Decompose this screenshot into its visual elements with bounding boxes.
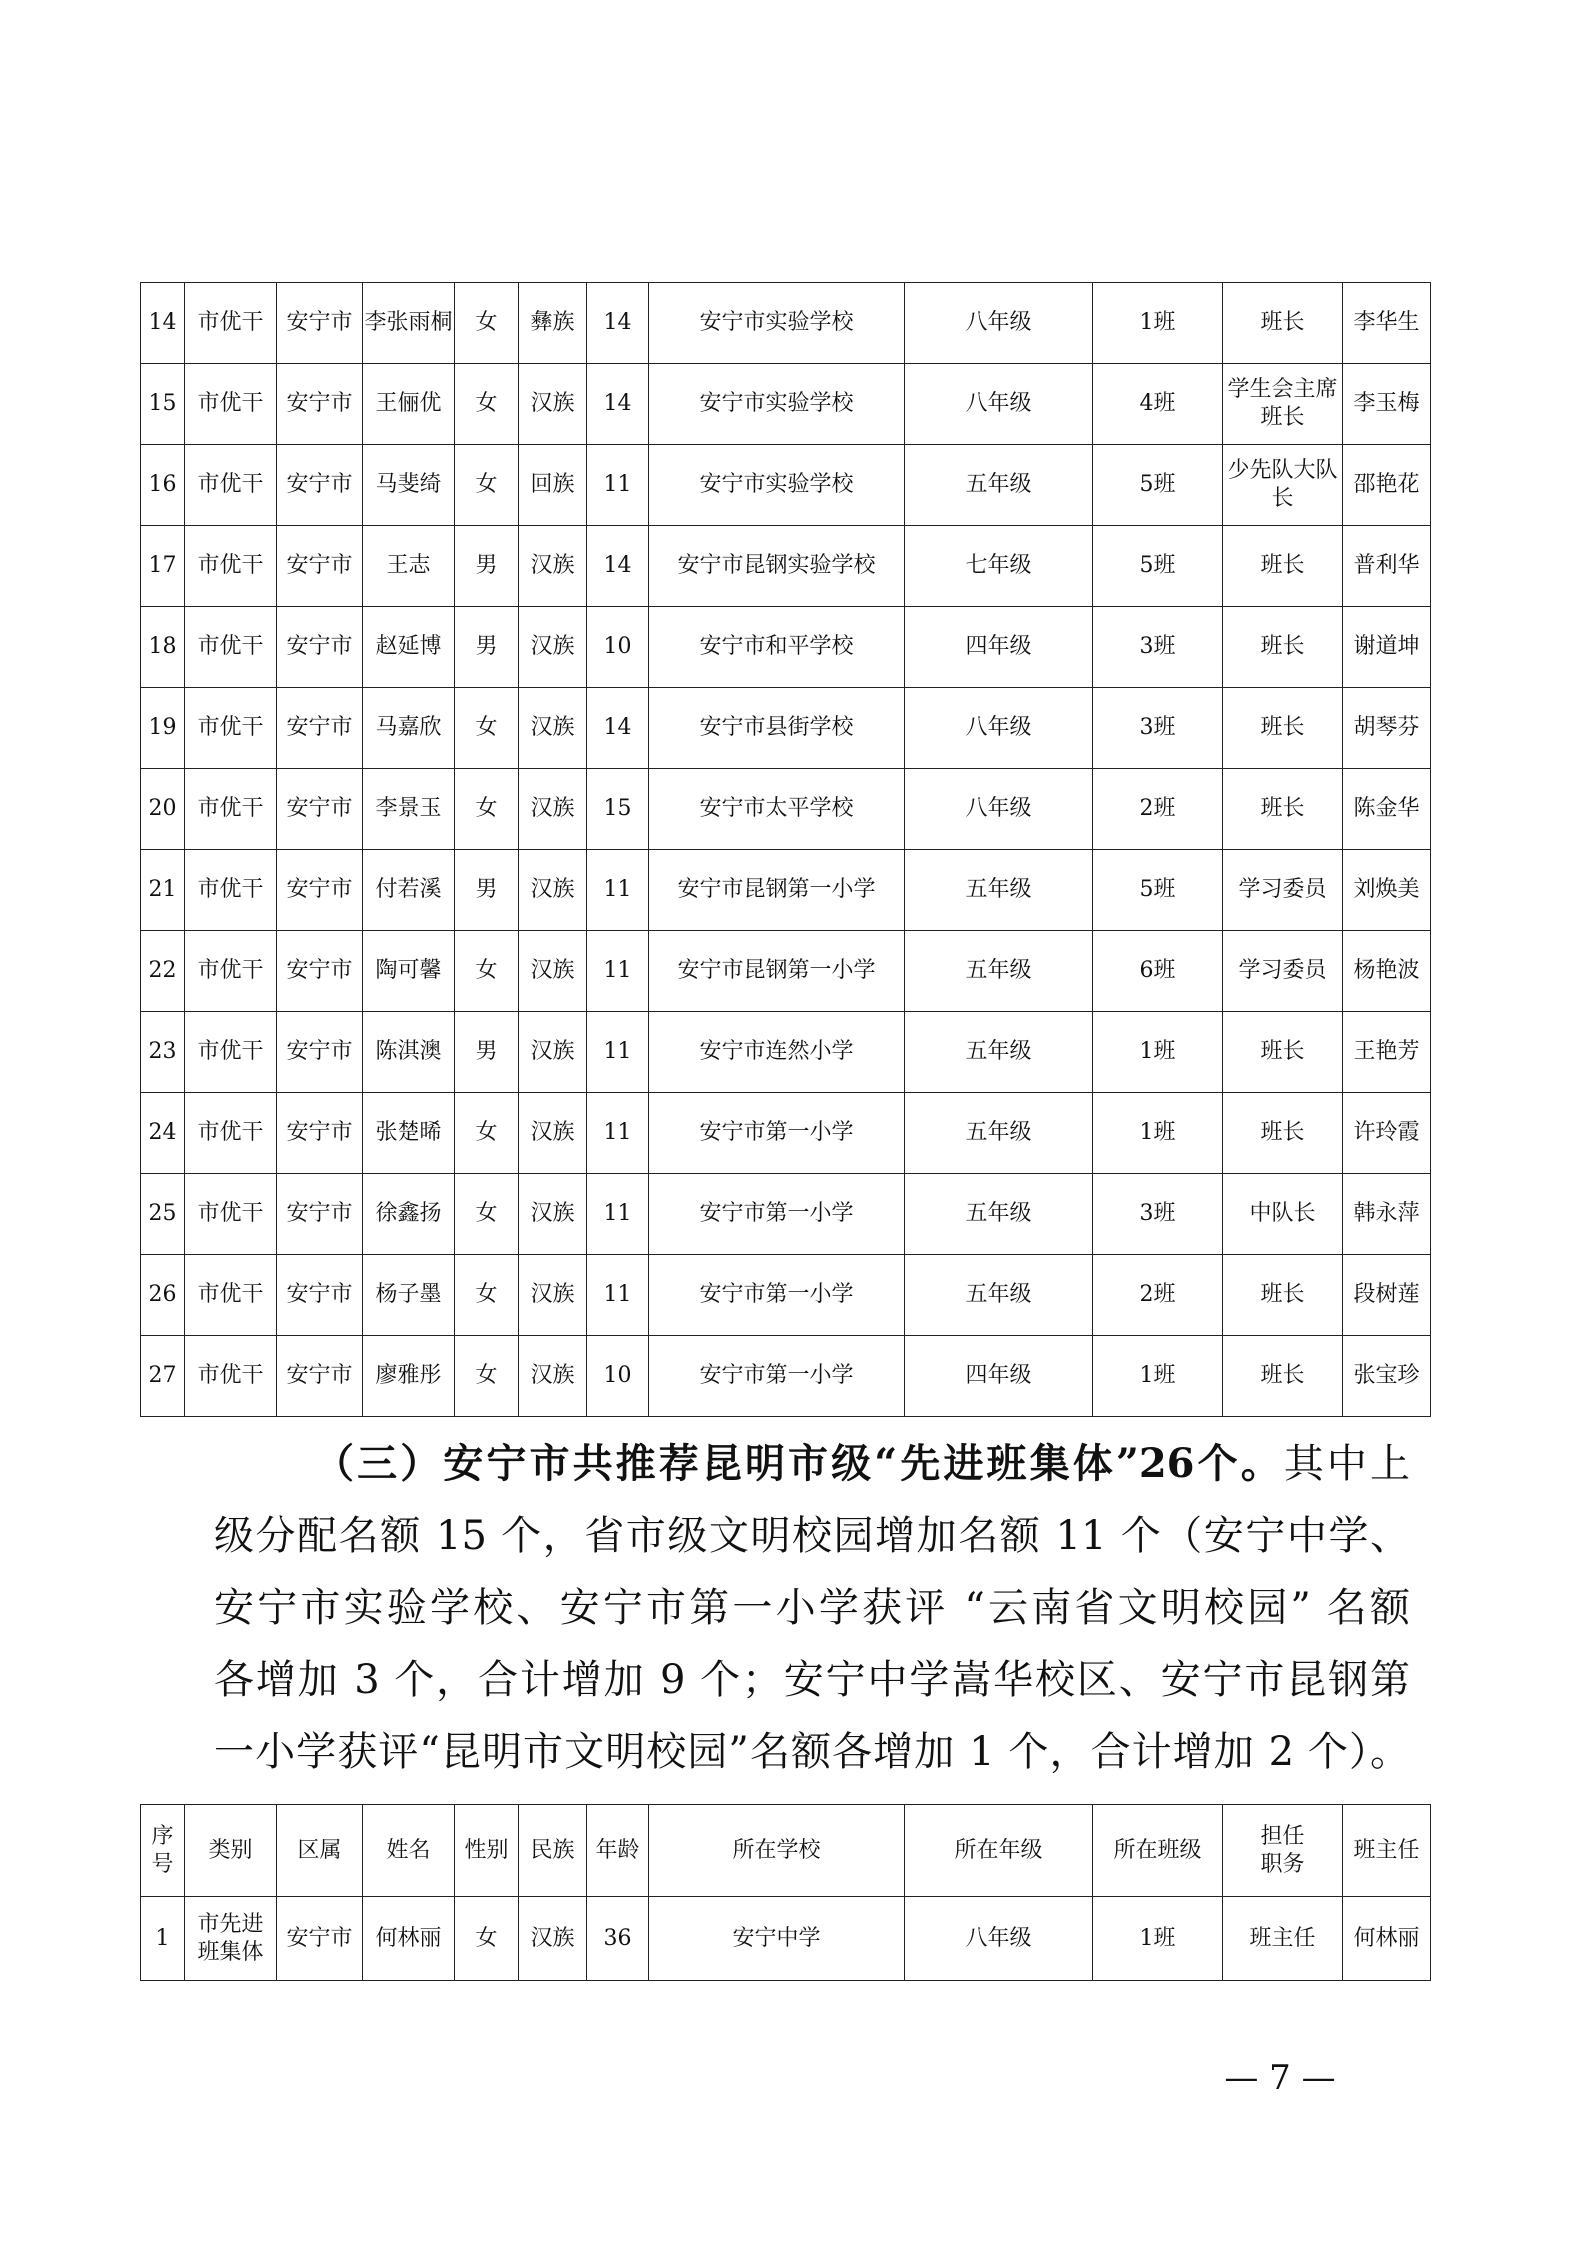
table-row <box>141 1897 1431 1981</box>
table-cell: 安宁市 <box>277 364 363 445</box>
table-cell: 市优干 <box>185 1255 277 1336</box>
table-cell: 马斐绮 <box>363 445 455 526</box>
table-cell: 五年级 <box>905 1174 1093 1255</box>
table-cell: 杨艳波 <box>1343 931 1431 1012</box>
table-cell: 班长 <box>1223 1255 1343 1336</box>
column-header: 年龄 <box>587 1805 649 1897</box>
table-cell: 班长 <box>1223 1012 1343 1093</box>
table-cell: 五年级 <box>905 850 1093 931</box>
table-cell: 1班 <box>1093 1897 1223 1981</box>
table-cell: 14 <box>587 364 649 445</box>
table-cell: 中队长 <box>1223 1174 1343 1255</box>
table-cell: 6班 <box>1093 931 1223 1012</box>
table-cell: 安宁市实验学校 <box>649 445 905 526</box>
section-heading: （三）安宁市共推荐昆明市级“先进班集体”26个。 <box>314 1440 1284 1487</box>
table-cell: 安宁市实验学校 <box>649 283 905 364</box>
table-cell: 安宁市昆钢第一小学 <box>649 850 905 931</box>
table-cell: 安宁市 <box>277 283 363 364</box>
table-cell: 八年级 <box>905 364 1093 445</box>
table-cell: 1 <box>141 1897 185 1981</box>
column-header: 所在年级 <box>905 1805 1093 1897</box>
table-cell: 安宁市连然小学 <box>649 1012 905 1093</box>
table-cell: 班长 <box>1223 283 1343 364</box>
paragraph-line-3: 各增加 3 个，合计增加 9 个；安宁中学嵩华校区、安宁市昆钢第 <box>214 1657 1410 1703</box>
table-cell: 邵艳花 <box>1343 445 1431 526</box>
table-cell: 汉族 <box>519 1897 587 1981</box>
table-cell: 汉族 <box>519 1012 587 1093</box>
table-cell: 安宁市 <box>277 931 363 1012</box>
table-cell: 18 <box>141 607 185 688</box>
column-header: 姓名 <box>363 1805 455 1897</box>
table-cell: 女 <box>455 445 519 526</box>
table-cell: 3班 <box>1093 688 1223 769</box>
table-row <box>141 1093 1431 1174</box>
table-cell: 11 <box>587 931 649 1012</box>
table-cell: 陈金华 <box>1343 769 1431 850</box>
table-cell: 市优干 <box>185 364 277 445</box>
table-cell: 女 <box>455 769 519 850</box>
table-cell: 14 <box>587 283 649 364</box>
table-cell: 男 <box>455 526 519 607</box>
table-cell: 王俪优 <box>363 364 455 445</box>
table-cell: 付若溪 <box>363 850 455 931</box>
table-cell: 张楚晞 <box>363 1093 455 1174</box>
table-cell: 市优干 <box>185 769 277 850</box>
table-cell: 市先进 班集体 <box>185 1897 277 1981</box>
table-cell: 安宁市太平学校 <box>649 769 905 850</box>
table-cell: 安宁市第一小学 <box>649 1336 905 1417</box>
table-cell: 3班 <box>1093 1174 1223 1255</box>
table-row <box>141 1174 1431 1255</box>
table-cell: 班主任 <box>1223 1897 1343 1981</box>
paragraph-line-4: 一小学获评“昆明市文明校园”名额各增加 1 个，合计增加 2 个）。 <box>214 1729 1410 1775</box>
table-cell: 24 <box>141 1093 185 1174</box>
table-row <box>141 607 1431 688</box>
table-cell: 汉族 <box>519 769 587 850</box>
table-cell: 安宁市 <box>277 1897 363 1981</box>
table-cell: 36 <box>587 1897 649 1981</box>
table-cell: 班长 <box>1223 769 1343 850</box>
table-cell: 安宁市 <box>277 1255 363 1336</box>
paragraph-line-0: 其中上 <box>1283 1441 1411 1487</box>
table-cell: 23 <box>141 1012 185 1093</box>
table-cell: 安宁市实验学校 <box>649 364 905 445</box>
table-cell: 17 <box>141 526 185 607</box>
table-cell: 11 <box>587 1255 649 1336</box>
table-cell: 汉族 <box>519 1336 587 1417</box>
table-cell: 10 <box>587 1336 649 1417</box>
table-cell: 胡琴芬 <box>1343 688 1431 769</box>
table-cell: 安宁市 <box>277 850 363 931</box>
table-cell: 市优干 <box>185 445 277 526</box>
table-cell: 班长 <box>1223 607 1343 688</box>
table-cell: 安宁市县街学校 <box>649 688 905 769</box>
table-cell: 5班 <box>1093 526 1223 607</box>
table-cell: 女 <box>455 1336 519 1417</box>
table-cell: 班长 <box>1223 526 1343 607</box>
table-cell: 安宁市 <box>277 688 363 769</box>
table-cell: 李华生 <box>1343 283 1431 364</box>
table-header-row <box>141 1805 1431 1897</box>
paragraph-line-2: 安宁市实验学校、安宁市第一小学获评 “云南省文明校园” 名额 <box>214 1585 1410 1631</box>
table-cell: 何林丽 <box>363 1897 455 1981</box>
table-cell: 五年级 <box>905 1255 1093 1336</box>
table-cell: 四年级 <box>905 607 1093 688</box>
table-cell: 汉族 <box>519 526 587 607</box>
table-cell: 3班 <box>1093 607 1223 688</box>
table-cell: 市优干 <box>185 607 277 688</box>
table-cell: 1班 <box>1093 1093 1223 1174</box>
table-cell: 11 <box>587 850 649 931</box>
table-cell: 5班 <box>1093 445 1223 526</box>
table-cell: 女 <box>455 688 519 769</box>
table-cell: 汉族 <box>519 931 587 1012</box>
table-cell: 16 <box>141 445 185 526</box>
table-cell: 汉族 <box>519 364 587 445</box>
column-header: 所在学校 <box>649 1805 905 1897</box>
table-cell: 女 <box>455 364 519 445</box>
table-cell: 徐鑫扬 <box>363 1174 455 1255</box>
table-cell: 五年级 <box>905 1093 1093 1174</box>
table-cell: 汉族 <box>519 1093 587 1174</box>
table-cell: 汉族 <box>519 850 587 931</box>
table-cell: 2班 <box>1093 1255 1223 1336</box>
table-cell: 市优干 <box>185 1174 277 1255</box>
table-cell: 五年级 <box>905 931 1093 1012</box>
paragraph-line-1: 级分配名额 15 个，省市级文明校园增加名额 11 个（安宁中学、 <box>214 1513 1410 1559</box>
table-cell: 14 <box>587 688 649 769</box>
table-cell: 李玉梅 <box>1343 364 1431 445</box>
table-cell: 市优干 <box>185 1012 277 1093</box>
table-cell: 1班 <box>1093 1336 1223 1417</box>
table-row <box>141 526 1431 607</box>
table-cell: 赵延博 <box>363 607 455 688</box>
table-cell: 七年级 <box>905 526 1093 607</box>
table-cell: 学习委员 <box>1223 931 1343 1012</box>
column-header: 序 号 <box>141 1805 185 1897</box>
table-row <box>141 283 1431 364</box>
table-cell: 4班 <box>1093 364 1223 445</box>
table-cell: 八年级 <box>905 283 1093 364</box>
table-cell: 安宁市第一小学 <box>649 1174 905 1255</box>
table-cell: 女 <box>455 1093 519 1174</box>
table-cell: 八年级 <box>905 769 1093 850</box>
table-cell: 廖雅彤 <box>363 1336 455 1417</box>
table-cell: 女 <box>455 1174 519 1255</box>
table-cell: 少先队大队长 <box>1223 445 1343 526</box>
table-cell: 韩永萍 <box>1343 1174 1431 1255</box>
section-paragraph <box>214 1428 1410 1788</box>
table-row <box>141 1336 1431 1417</box>
table-cell: 汉族 <box>519 1255 587 1336</box>
table-cell: 安宁市第一小学 <box>649 1093 905 1174</box>
table-cell: 安宁市 <box>277 1012 363 1093</box>
table-cell: 安宁市 <box>277 607 363 688</box>
table-cell: 10 <box>587 607 649 688</box>
table-row <box>141 850 1431 931</box>
table-cell: 市优干 <box>185 283 277 364</box>
table-cell: 陈淇澳 <box>363 1012 455 1093</box>
page-number: — 7 — <box>1224 2058 1336 2098</box>
table-cell: 11 <box>587 445 649 526</box>
table-cell: 李张雨桐 <box>363 283 455 364</box>
table-cell: 1班 <box>1093 283 1223 364</box>
table-cell: 安宁市昆钢实验学校 <box>649 526 905 607</box>
column-header: 担任 职务 <box>1223 1805 1343 1897</box>
table-cell: 五年级 <box>905 445 1093 526</box>
advanced-class-table <box>140 1804 1431 1981</box>
table-cell: 市优干 <box>185 688 277 769</box>
table-cell: 27 <box>141 1336 185 1417</box>
table-cell: 11 <box>587 1093 649 1174</box>
table-cell: 安宁市和平学校 <box>649 607 905 688</box>
table-row <box>141 1012 1431 1093</box>
table-cell: 2班 <box>1093 769 1223 850</box>
table-cell: 安宁市 <box>277 445 363 526</box>
table-cell: 1班 <box>1093 1012 1223 1093</box>
table-cell: 15 <box>587 769 649 850</box>
table-cell: 回族 <box>519 445 587 526</box>
table-cell: 5班 <box>1093 850 1223 931</box>
table-row <box>141 931 1431 1012</box>
table-cell: 彝族 <box>519 283 587 364</box>
table-cell: 安宁市 <box>277 769 363 850</box>
table-cell: 20 <box>141 769 185 850</box>
table-cell: 李景玉 <box>363 769 455 850</box>
table-cell: 15 <box>141 364 185 445</box>
table-cell: 汉族 <box>519 607 587 688</box>
table-cell: 许玲霞 <box>1343 1093 1431 1174</box>
table-cell: 王志 <box>363 526 455 607</box>
table-row <box>141 688 1431 769</box>
table-cell: 段树莲 <box>1343 1255 1431 1336</box>
column-header: 类别 <box>185 1805 277 1897</box>
table-row <box>141 364 1431 445</box>
table-cell: 王艳芳 <box>1343 1012 1431 1093</box>
table-row <box>141 769 1431 850</box>
table-cell: 女 <box>455 1897 519 1981</box>
table-cell: 安宁市 <box>277 1174 363 1255</box>
table-cell: 22 <box>141 931 185 1012</box>
table-cell: 市优干 <box>185 526 277 607</box>
table-cell: 21 <box>141 850 185 931</box>
table-cell: 安宁市 <box>277 1336 363 1417</box>
table-cell: 14 <box>141 283 185 364</box>
table-cell: 市优干 <box>185 1336 277 1417</box>
table-cell: 谢道坤 <box>1343 607 1431 688</box>
table-row <box>141 1255 1431 1336</box>
table-cell: 女 <box>455 283 519 364</box>
table-cell: 八年级 <box>905 1897 1093 1981</box>
table-cell: 26 <box>141 1255 185 1336</box>
column-header: 性别 <box>455 1805 519 1897</box>
table-cell: 学习委员 <box>1223 850 1343 931</box>
table-cell: 杨子墨 <box>363 1255 455 1336</box>
table-cell: 男 <box>455 1012 519 1093</box>
table-cell: 八年级 <box>905 688 1093 769</box>
table-cell: 14 <box>587 526 649 607</box>
table-cell: 四年级 <box>905 1336 1093 1417</box>
table-cell: 女 <box>455 931 519 1012</box>
table-cell: 何林丽 <box>1343 1897 1431 1981</box>
table-cell: 陶可馨 <box>363 931 455 1012</box>
table-cell: 汉族 <box>519 688 587 769</box>
table-cell: 马嘉欣 <box>363 688 455 769</box>
table-cell: 11 <box>587 1012 649 1093</box>
table-cell: 普利华 <box>1343 526 1431 607</box>
column-header: 班主任 <box>1343 1805 1431 1897</box>
column-header: 区属 <box>277 1805 363 1897</box>
table-cell: 安宁市 <box>277 1093 363 1174</box>
table-cell: 安宁市第一小学 <box>649 1255 905 1336</box>
table-cell: 市优干 <box>185 931 277 1012</box>
table-cell: 19 <box>141 688 185 769</box>
table-cell: 班长 <box>1223 1336 1343 1417</box>
table-cell: 五年级 <box>905 1012 1093 1093</box>
table-cell: 安宁中学 <box>649 1897 905 1981</box>
table-cell: 女 <box>455 1255 519 1336</box>
column-header: 所在班级 <box>1093 1805 1223 1897</box>
table-cell: 学生会主席 班长 <box>1223 364 1343 445</box>
table-cell: 张宝珍 <box>1343 1336 1431 1417</box>
table-cell: 男 <box>455 607 519 688</box>
table-cell: 男 <box>455 850 519 931</box>
column-header: 民族 <box>519 1805 587 1897</box>
table-cell: 市优干 <box>185 1093 277 1174</box>
table-cell: 汉族 <box>519 1174 587 1255</box>
table-cell: 11 <box>587 1174 649 1255</box>
table-cell: 班长 <box>1223 1093 1343 1174</box>
table-row <box>141 445 1431 526</box>
table-cell: 班长 <box>1223 688 1343 769</box>
table-cell: 25 <box>141 1174 185 1255</box>
table-cell: 市优干 <box>185 850 277 931</box>
table-cell: 刘焕美 <box>1343 850 1431 931</box>
table-cell: 安宁市昆钢第一小学 <box>649 931 905 1012</box>
table-cell: 安宁市 <box>277 526 363 607</box>
honor-table-continued <box>140 282 1431 1417</box>
